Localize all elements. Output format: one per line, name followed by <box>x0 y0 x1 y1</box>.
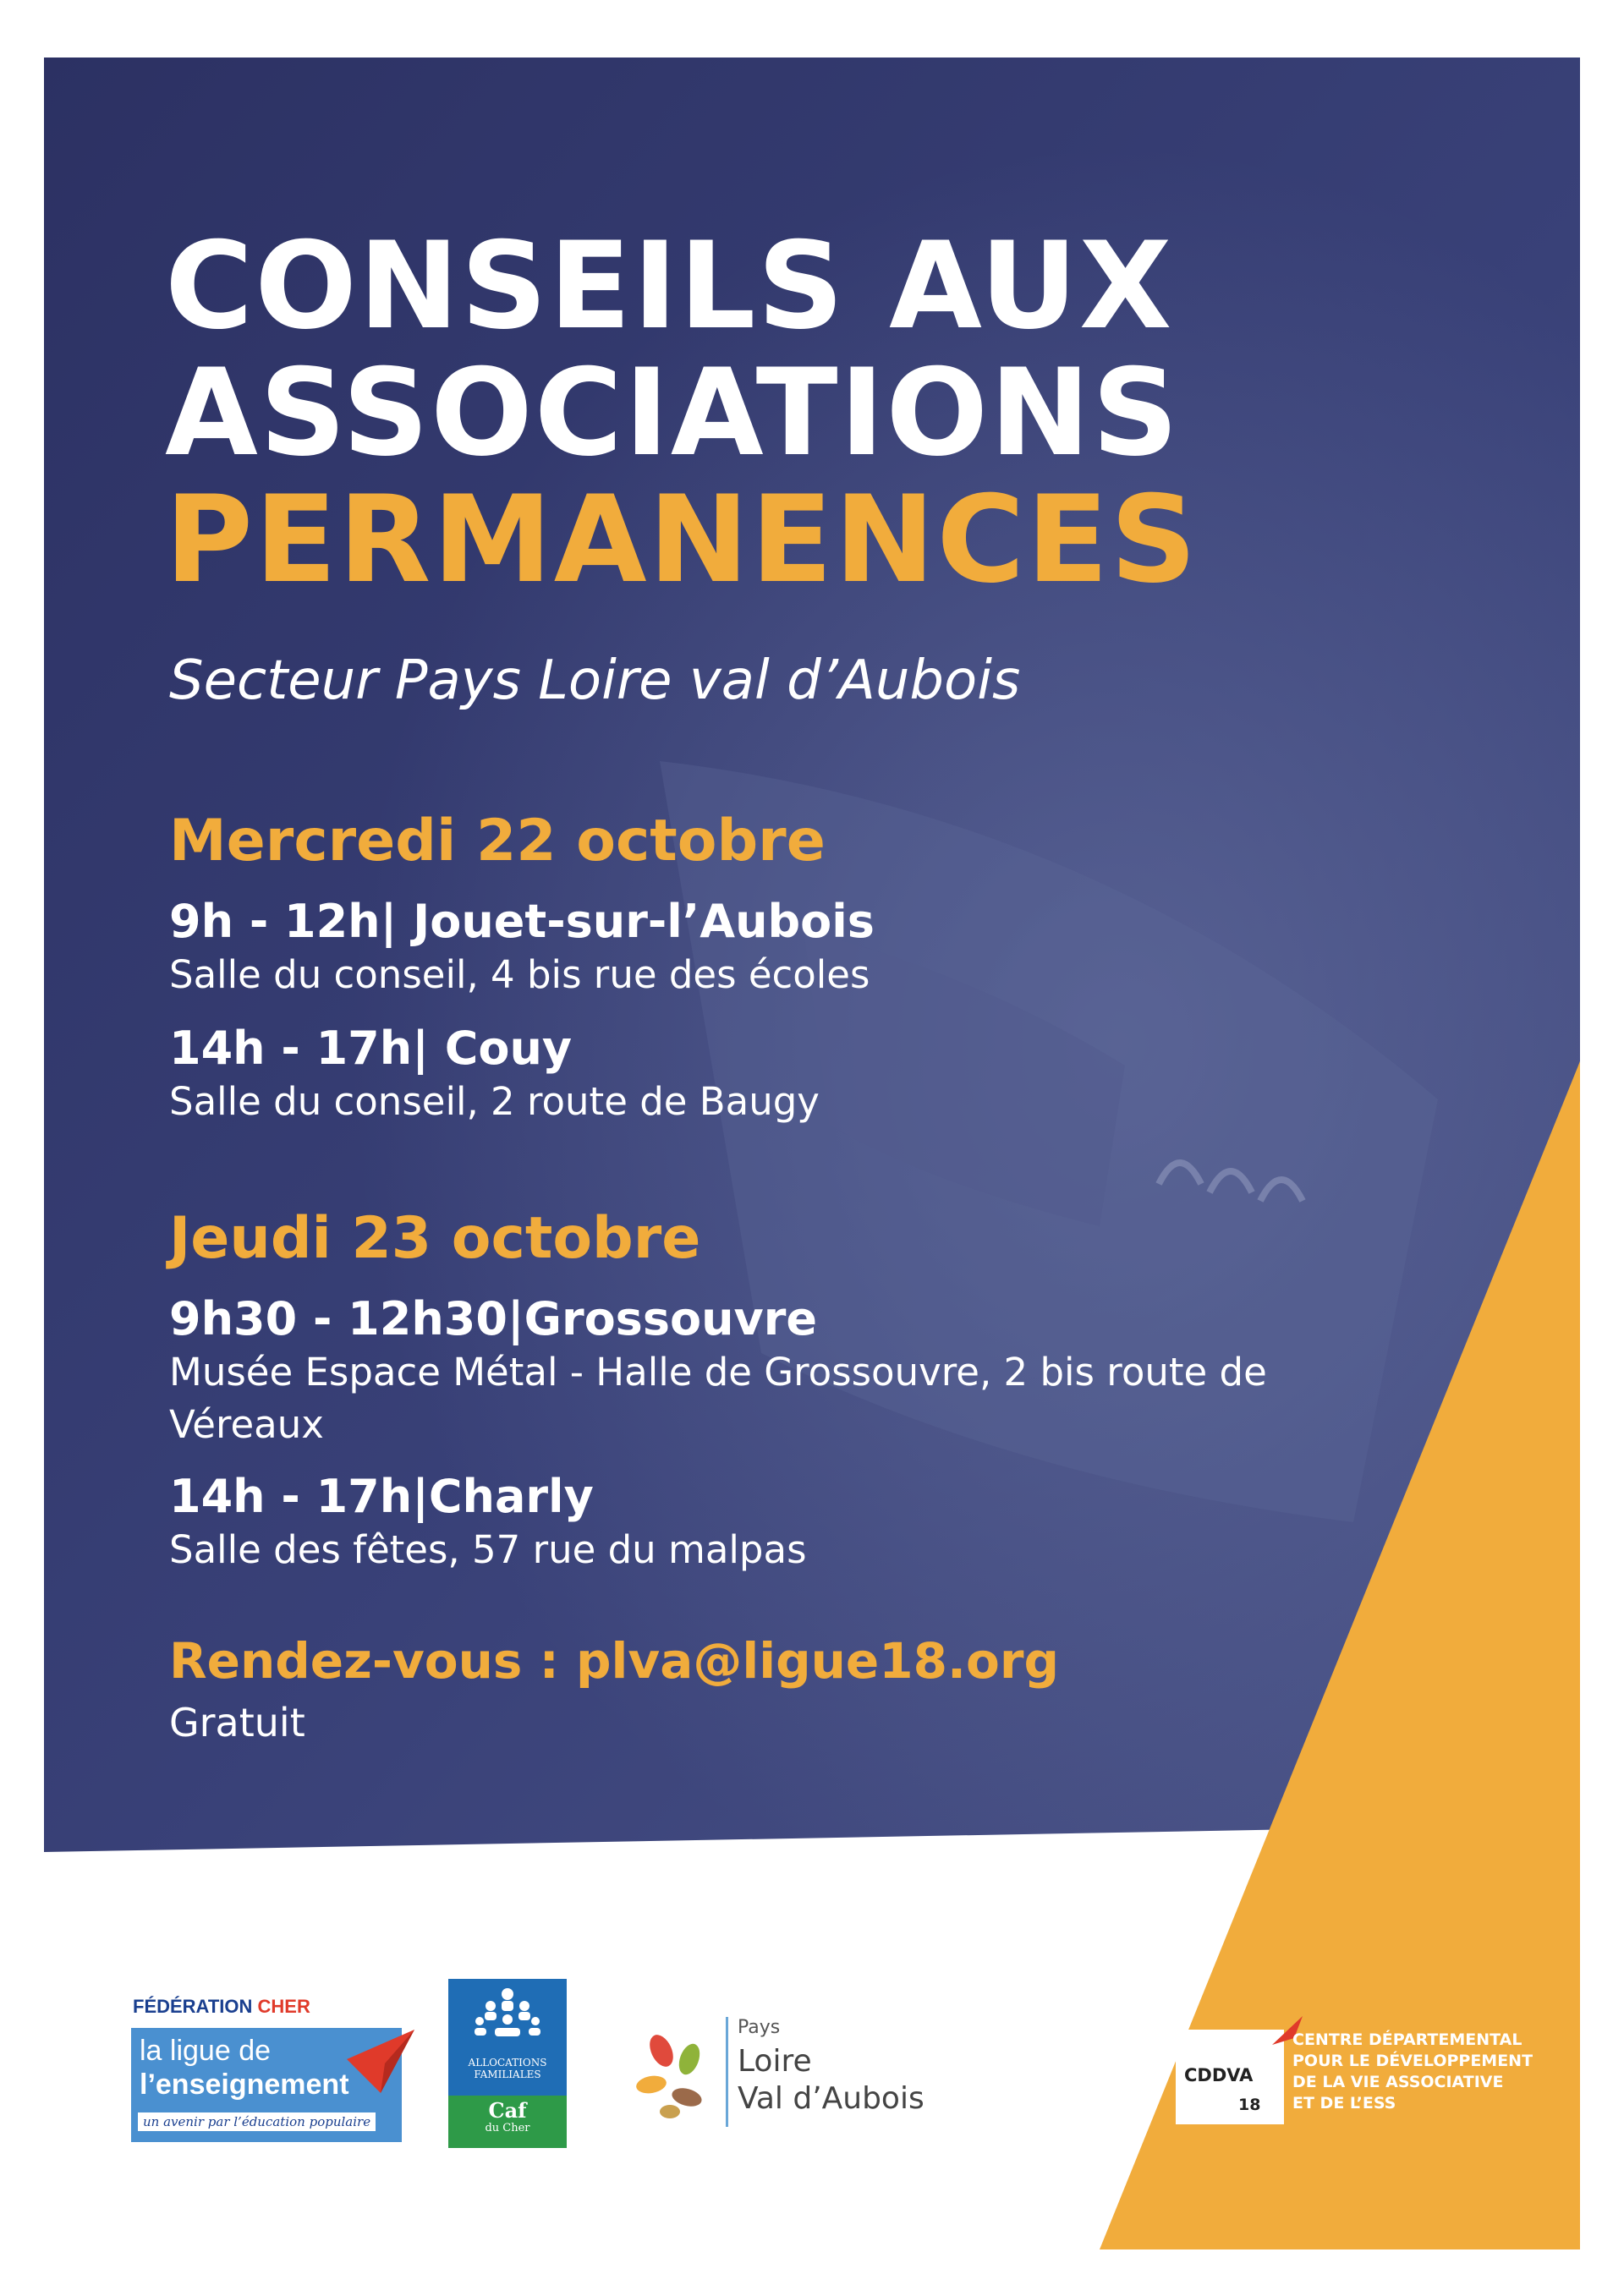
federation-label: FÉDÉRATION CHER <box>133 1996 310 2017</box>
ligue-line-2: l’enseignement <box>140 2069 349 2101</box>
cddva-logo <box>1176 2013 1531 2131</box>
caf-allocations: ALLOCATIONS FAMILIALES <box>468 2057 547 2080</box>
subtitle: Secteur Pays Loire val d’Aubois <box>169 649 1021 712</box>
caf-bottom <box>448 2096 567 2148</box>
cddva-line-3: DE LA VIE ASSOCIATIVE <box>1292 2073 1504 2091</box>
pays-line-2: Val d’Aubois <box>738 2081 924 2116</box>
paper-plane-icon <box>343 2025 419 2101</box>
address: Musée Espace Métal - Halle de Grossouvre, 2 bis route de Véreaux <box>169 1350 1267 1447</box>
cddva-number: 18 <box>1238 2096 1261 2114</box>
pays-line-1: Loire <box>738 2044 812 2079</box>
caf-name: Caf <box>488 2098 527 2123</box>
price-label: Gratuit <box>169 1700 305 1745</box>
caf-sub: du Cher <box>485 2122 530 2134</box>
headline-line-2: ASSOCIATIONS <box>165 343 1181 483</box>
time-place: 9h - 12h| Jouet-sur-l’Aubois <box>169 895 875 948</box>
headline-line-1: CONSEILS AUX <box>165 216 1174 356</box>
leaves-icon <box>626 2025 727 2127</box>
cddva-line-1: CENTRE DÉPARTEMENTAL <box>1292 2030 1522 2049</box>
headline-line-3: PERMANENCES <box>165 470 1199 610</box>
family-figures-icon <box>469 1986 546 2053</box>
caf-top <box>448 1979 567 2093</box>
ligue-enseignement-logo <box>131 1996 410 2144</box>
cddva-line-2: POUR LE DÉVELOPPEMENT <box>1292 2052 1533 2070</box>
caf-logo <box>448 1979 567 2148</box>
day-heading: Mercredi 22 octobre <box>169 808 826 874</box>
ligue-tagline: un avenir par l’éducation populaire <box>138 2112 376 2131</box>
ligue-line-1: la ligue de <box>140 2035 272 2067</box>
cddva-box <box>1176 2030 1284 2124</box>
cddva-acronym: CDDVA <box>1184 2065 1254 2085</box>
time-place: 14h - 17h| Couy <box>169 1022 573 1075</box>
cddva-fullname <box>1292 2030 1533 2114</box>
day-heading: Jeudi 23 octobre <box>169 1205 701 1272</box>
appointment-contact: Rendez-vous : plva@ligue18.org <box>169 1632 1059 1690</box>
address: Salle du conseil, 2 route de Baugy <box>169 1079 820 1124</box>
time-place: 9h30 - 12h30|Grossouvre <box>169 1292 817 1345</box>
address: Salle des fêtes, 57 rue du malpas <box>169 1527 807 1572</box>
pays-loire-logo <box>626 2017 981 2135</box>
time-place: 14h - 17h|Charly <box>169 1470 594 1523</box>
address: Salle du conseil, 4 bis rue des écoles <box>169 952 870 997</box>
pays-label: Pays <box>738 2017 781 2038</box>
divider <box>726 2017 728 2127</box>
cddva-line-4: ET DE L’ESS <box>1292 2094 1396 2112</box>
